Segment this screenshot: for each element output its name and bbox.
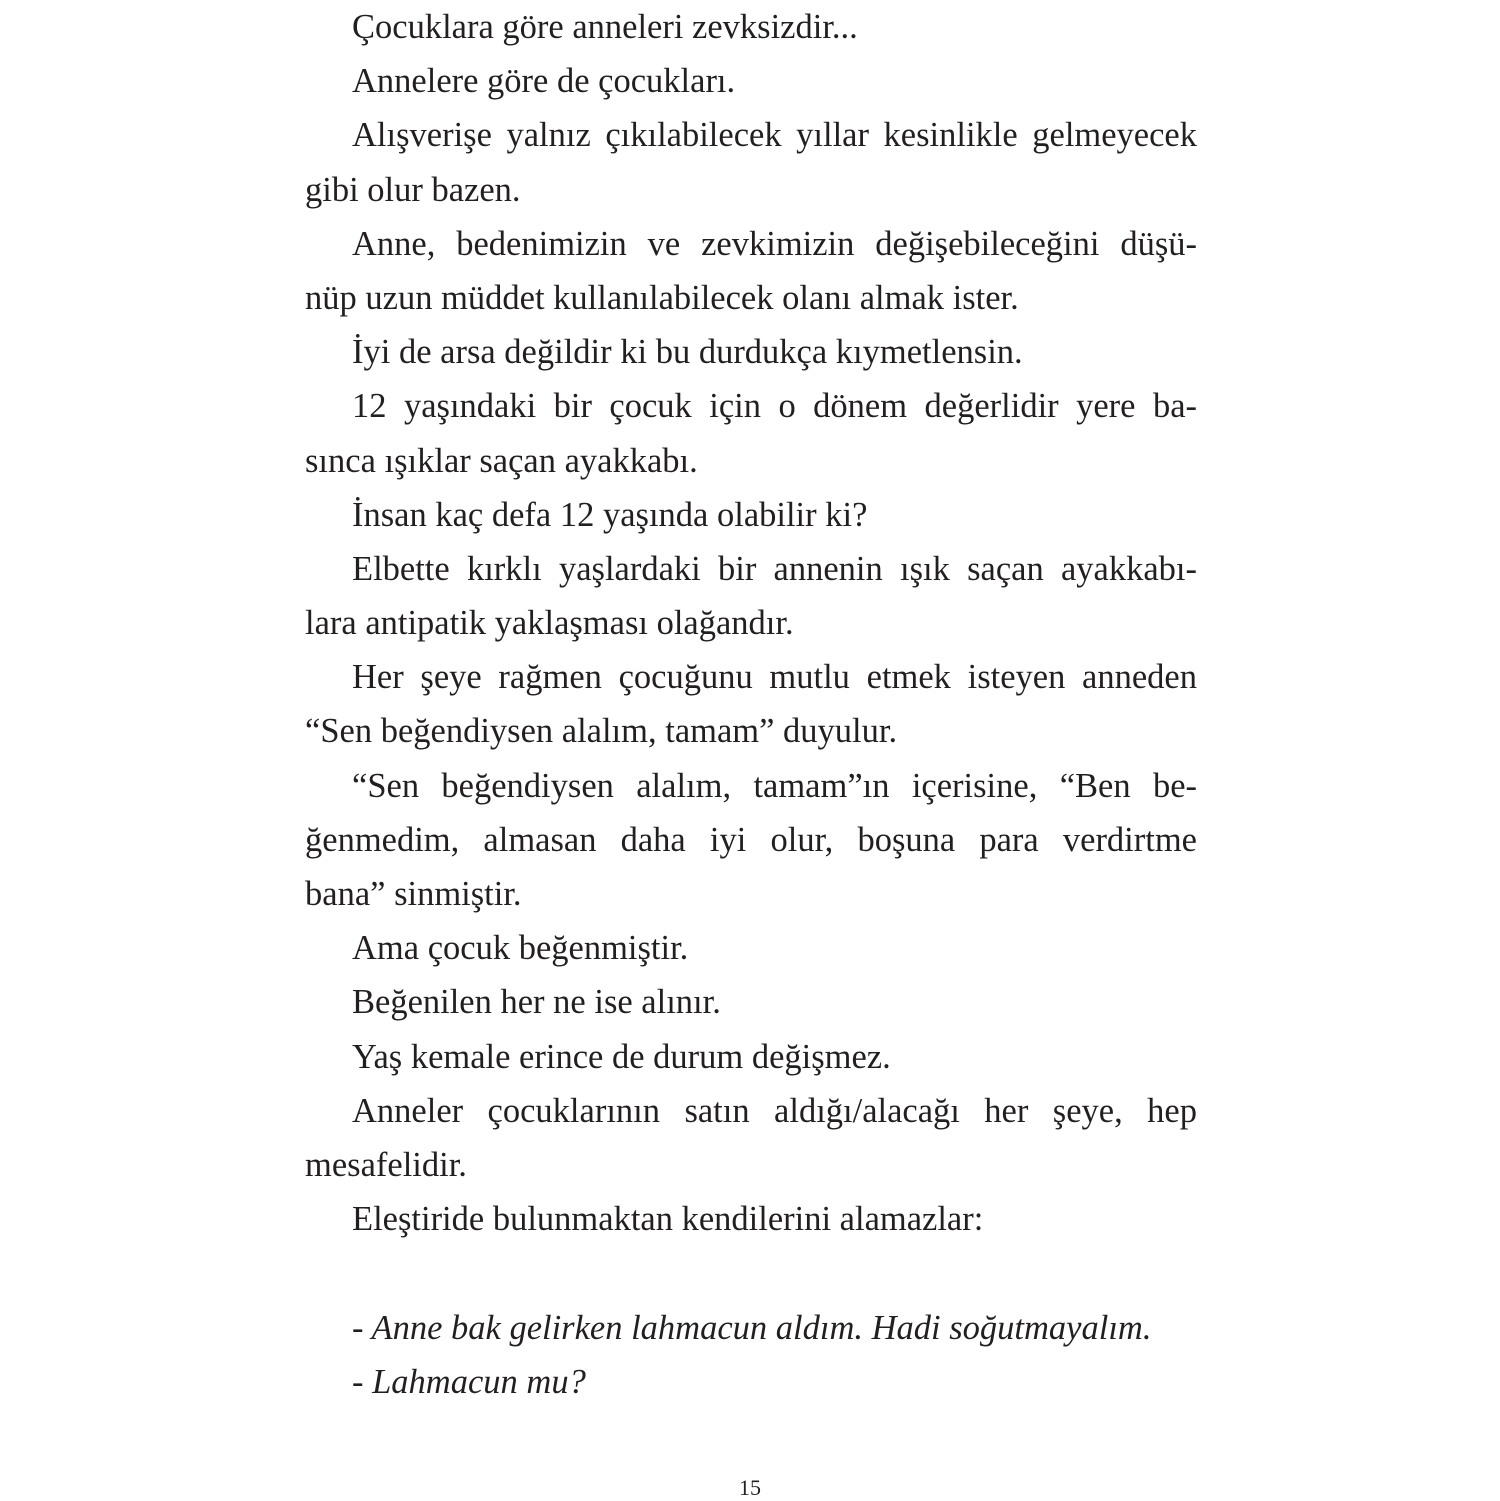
dialogue-line: - Anne bak gelirken lahmacun aldım. Hadi soğutmayalım. bbox=[352, 1308, 1152, 1347]
text-line: Beğenilen her ne ise alınır. bbox=[352, 983, 721, 1022]
text-line: Çocuklara göre anneleri zevksizdir... bbox=[352, 8, 858, 46]
text-line: Annelere göre de çocukları. bbox=[352, 62, 736, 101]
text-line: Eleştiride bulunmaktan kendilerini alamazlar: bbox=[352, 1200, 984, 1239]
text-line: sınca ışıklar saçan ayakkabı. bbox=[305, 441, 698, 480]
text-line: Her şeye rağmen çocuğunu mutlu etmek isteyen anneden bbox=[352, 658, 1197, 697]
body-text bbox=[305, 0, 1197, 1409]
blank-line bbox=[305, 1246, 1197, 1300]
text-line: Anneler çocuklarının satın aldığı/alacağı her şeye, hep bbox=[352, 1091, 1197, 1130]
text-line: Alışverişe yalnız çıkılabilecek yıllar kesinlikle gelmeyecek bbox=[352, 116, 1197, 155]
text-line: gibi olur bazen. bbox=[305, 170, 521, 209]
text-line: İyi de arsa değildir ki bu durdukça kıymetlensin. bbox=[352, 333, 1023, 372]
text-line: Yaş kemale erince de durum değişmez. bbox=[352, 1037, 891, 1076]
text-line: “Sen beğendiysen alalım, tamam” duyulur. bbox=[305, 712, 898, 751]
text-line: Anne, bedenimizin ve zevkimizin değişebileceğini düşü- bbox=[352, 224, 1197, 263]
text-line: nüp uzun müddet kullanılabilecek olanı almak ister. bbox=[305, 278, 1019, 317]
text-line: bana” sinmiştir. bbox=[305, 875, 522, 913]
page-number: 15 bbox=[739, 1475, 761, 1500]
text-line: ğenmedim, almasan daha iyi olur, boşuna para verdirtme bbox=[305, 820, 1197, 859]
text-line: “Sen beğendiysen alalım, tamam”ın içerisine, “Ben be- bbox=[352, 766, 1197, 805]
text-line: İnsan kaç defa 12 yaşında olabilir ki? bbox=[352, 495, 868, 534]
text-line: 12 yaşındaki bir çocuk için o dönem değerlidir yere ba- bbox=[352, 387, 1197, 426]
dialogue-line: - Lahmacun mu? bbox=[352, 1362, 586, 1401]
text-line: lara antipatik yaklaşması olağandır. bbox=[305, 604, 794, 643]
text-line: Elbette kırklı yaşlardaki bir annenin ışık saçan ayakkabı- bbox=[352, 549, 1197, 588]
text-line: mesafelidir. bbox=[305, 1145, 467, 1184]
text-line: Ama çocuk beğenmiştir. bbox=[352, 929, 689, 968]
